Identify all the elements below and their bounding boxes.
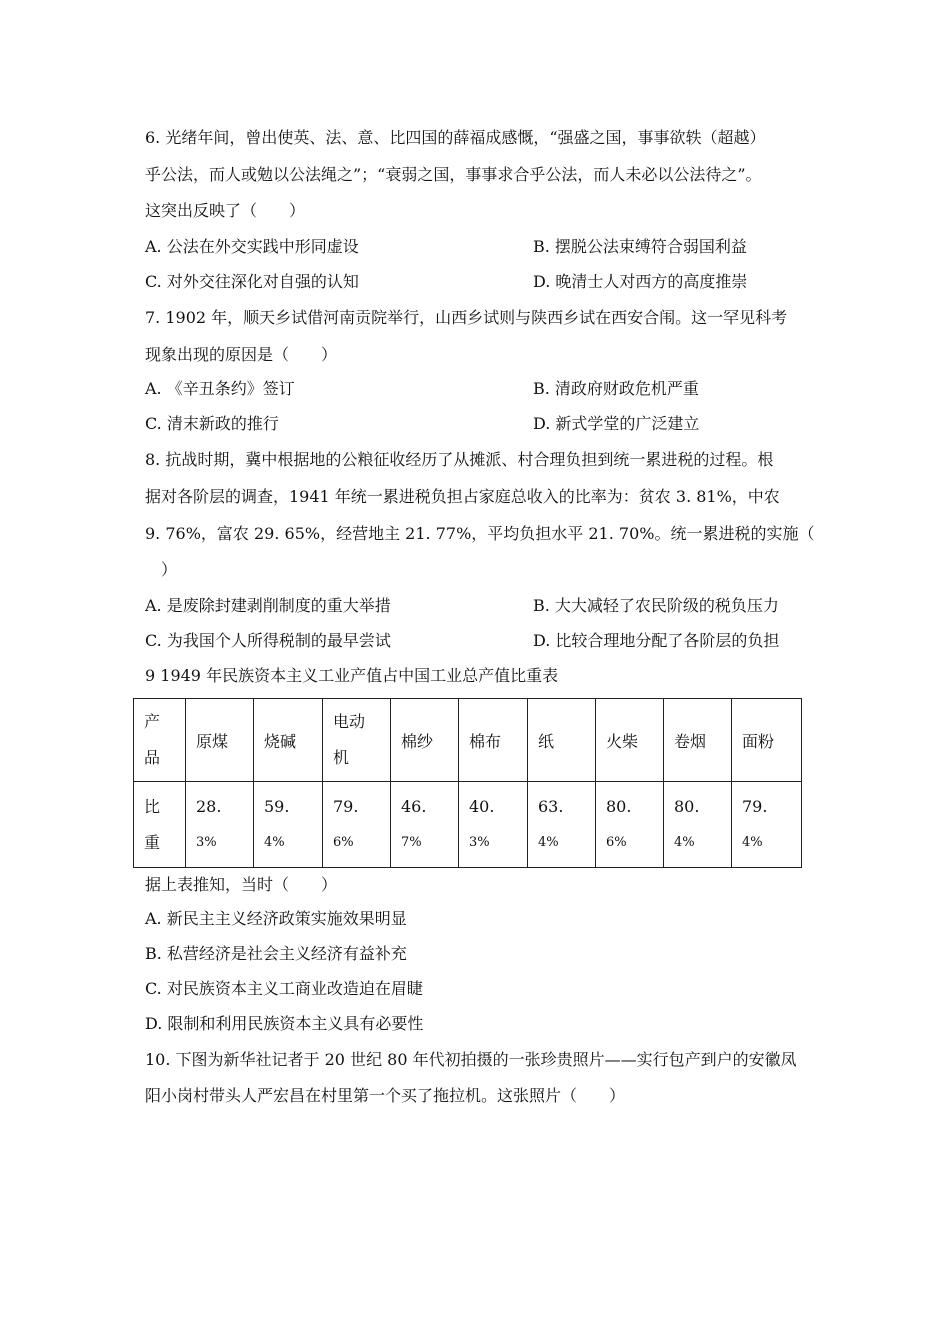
q9-stem: 据上表推知，当时（ ） (145, 875, 338, 894)
q8-stem-line-3: 9. 76%，富农 29. 65%，经营地主 21. 77%，平均负担水平 21. 70%。统一累进税的实施（ (145, 524, 815, 543)
q6-option-b: B. 摆脱公法束缚符合弱国利益 (533, 237, 747, 256)
share-whole: 80. (606, 796, 632, 816)
q7-stem-line-1: 7. 1902 年，顺天乡试借河南贡院举行，山西乡试则与陕西乡试在西安合闱。这一罕见科考 (145, 308, 788, 327)
product-cell: 面粉 (732, 699, 802, 782)
share-cell (459, 782, 528, 868)
product-cell: 烧碱 (254, 699, 323, 782)
q9-option-a: A. 新民主主义经济政策实施效果明显 (145, 909, 407, 928)
share-frac: 7% (401, 834, 422, 850)
table-row-products (134, 699, 802, 782)
q9-option-c: C. 对民族资本主义工商业改造迫在眉睫 (145, 979, 423, 998)
share-whole: 28. (196, 796, 222, 816)
share-frac: 4% (538, 834, 559, 850)
row-label-char: 重 (144, 832, 161, 852)
q7-option-d: D. 新式学堂的广泛建立 (533, 414, 700, 433)
row-label-cell (134, 782, 186, 868)
q8-stem-line-1: 8. 抗战时期，冀中根据地的公粮征收经历了从摊派、村合理负担到统一累进税的过程。根 (145, 450, 774, 469)
share-cell (528, 782, 596, 868)
q8-option-b: B. 大大减轻了农民阶级的税负压力 (533, 596, 779, 615)
q8-option-c: C. 为我国个人所得税制的最早尝试 (145, 631, 391, 650)
product-cell: 卷烟 (664, 699, 732, 782)
share-whole: 59. (264, 796, 290, 816)
q6-stem-line-1: 6. 光绪年间，曾出使英、法、意、比四国的薛福成感慨，“强盛之国，事事欲轶（超越） (145, 128, 766, 147)
q10-stem-line-2: 阳小岗村带头人严宏昌在村里第一个买了拖拉机。这张照片（ ） (145, 1086, 626, 1105)
q6-option-a: A. 公法在外交实践中形同虚设 (145, 237, 359, 256)
share-cell (254, 782, 323, 868)
q6-option-d: D. 晚清士人对西方的高度推崇 (533, 272, 748, 291)
product-cell: 棉纱 (391, 699, 459, 782)
q7-stem-line-2: 现象出现的原因是（ ） (145, 345, 338, 364)
product-cell-text: 机 (333, 748, 350, 767)
share-frac: 4% (674, 834, 695, 850)
q6-stem-line-2: 乎公法，而人或勉以公法绳之”；“衰弱之国，事事求合乎公法，而人未必以公法待之”。 (145, 165, 762, 184)
share-cell (732, 782, 802, 868)
q7-option-a: A. 《辛丑条约》签订 (145, 379, 295, 398)
row-label-char: 比 (144, 796, 161, 816)
share-whole: 79. (333, 796, 359, 816)
product-cell-text: 电动 (333, 712, 366, 731)
q6-stem-line-3: 这突出反映了（ ） (145, 201, 306, 220)
share-whole: 46. (401, 796, 427, 816)
q9-table-title: 9 1949 年民族资本主义工业产值占中国工业总产值比重表 (145, 666, 559, 685)
share-whole: 40. (469, 796, 495, 816)
table-row-shares (134, 782, 802, 868)
header-label-char: 品 (144, 748, 161, 767)
share-cell (596, 782, 664, 868)
q7-option-b: B. 清政府财政危机严重 (533, 379, 699, 398)
share-frac: 6% (606, 834, 627, 850)
product-cell (323, 699, 391, 782)
share-frac: 3% (196, 834, 217, 850)
share-cell (186, 782, 254, 868)
share-cell (664, 782, 732, 868)
q8-stem-line-4: ） (145, 560, 178, 579)
product-cell: 原煤 (186, 699, 254, 782)
share-frac: 6% (333, 834, 354, 850)
share-whole: 63. (538, 796, 564, 816)
share-frac: 4% (742, 834, 763, 850)
q6-option-c: C. 对外交往深化对自强的认知 (145, 272, 359, 291)
product-cell: 火柴 (596, 699, 664, 782)
share-whole: 80. (674, 796, 700, 816)
q8-option-a: A. 是废除封建剥削制度的重大举措 (145, 596, 391, 615)
header-label-char: 产 (144, 712, 161, 731)
q8-stem-line-2: 据对各阶层的调查，1941 年统一累进税负担占家庭总收入的比率为：贫农 3. 81%，中农 (145, 487, 780, 506)
share-frac: 3% (469, 834, 490, 850)
q9-option-b: B. 私营经济是社会主义经济有益补充 (145, 944, 407, 963)
q7-option-c: C. 清末新政的推行 (145, 414, 279, 433)
industry-share-table (133, 698, 802, 868)
share-whole: 79. (742, 796, 768, 816)
q9-option-d: D. 限制和利用民族资本主义具有必要性 (145, 1014, 424, 1033)
share-cell (391, 782, 459, 868)
product-cell: 棉布 (459, 699, 528, 782)
q10-stem-line-1: 10. 下图为新华社记者于 20 世纪 80 年代初拍摄的一张珍贵照片——实行包产到户的安徽凤 (145, 1050, 797, 1069)
header-label-cell (134, 699, 186, 782)
q8-option-d: D. 比较合理地分配了各阶层的负担 (533, 631, 780, 650)
share-cell (323, 782, 391, 868)
product-cell: 纸 (528, 699, 596, 782)
share-frac: 4% (264, 834, 285, 850)
